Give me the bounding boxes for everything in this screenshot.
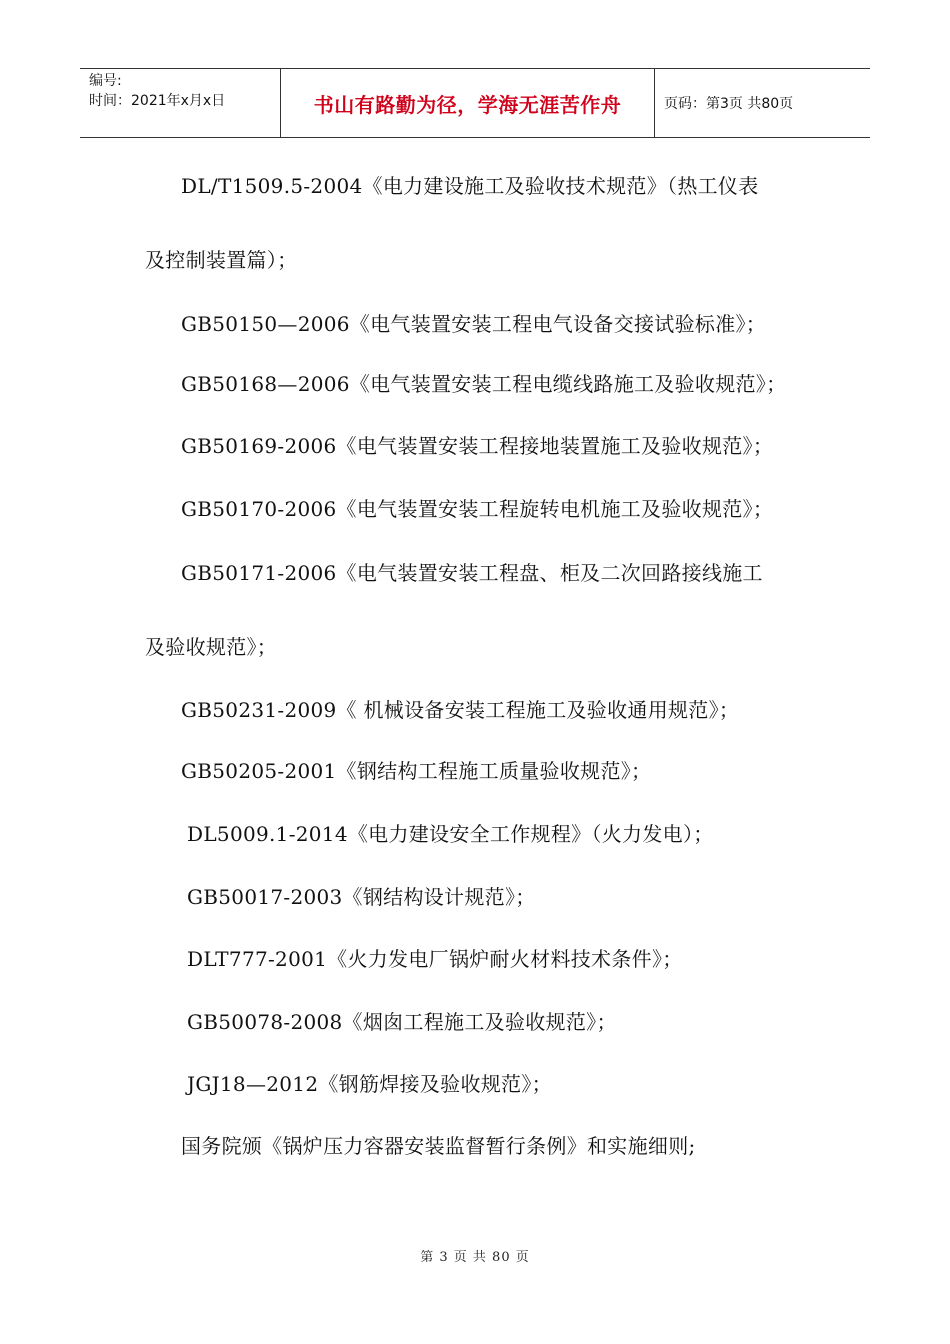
body-line: GB50150—2006《电气装置安装工程电气设备交接试验标准》；: [181, 312, 767, 336]
header-motto: 书山有路勤为径，学海无涯苦作舟: [313, 92, 622, 117]
document-number-label: 编号:: [89, 73, 122, 89]
page-footer: [0, 1246, 950, 1265]
document-date-label: 时间：2021年x月x日: [89, 93, 226, 109]
body-line: GB50231-2009《 机械设备安装工程施工及验收通用规范》；: [181, 698, 740, 722]
header-meta-cell: [80, 69, 281, 137]
body-line: 及控制装置篇）；: [145, 248, 298, 272]
body-line: GB50169-2006《电气装置安装工程接地装置施工及验收规范》；: [181, 434, 774, 458]
body-line: DL5009.1-2014《电力建设安全工作规程》（火力发电）；: [187, 822, 714, 846]
header-motto-cell: [281, 69, 655, 137]
document-header: [80, 68, 870, 138]
header-page-cell: [655, 69, 870, 137]
footer-page-number: 第 3 页 共 80 页: [420, 1250, 530, 1265]
body-line: DL/T1509.5-2004《电力建设施工及验收技术规范》（热工仪表: [181, 174, 759, 198]
body-line: 国务院颁《锅炉压力容器安装监督暂行条例》和实施细则;: [181, 1134, 696, 1158]
body-line: GB50078-2008《烟囱工程施工及验收规范》；: [187, 1010, 617, 1034]
body-line: GB50168—2006《电气装置安装工程电缆线路施工及验收规范》；: [181, 372, 787, 396]
header-page-info: 页码：第3页 共80页: [664, 96, 794, 112]
body-line: GB50170-2006《电气装置安装工程旋转电机施工及验收规范》；: [181, 497, 774, 521]
body-line: DLT777-2001《火力发电厂锅炉耐火材料技术条件》；: [187, 947, 683, 971]
body-line: 及验收规范》；: [145, 635, 278, 659]
body-line: GB50017-2003《钢结构设计规范》；: [187, 885, 536, 909]
body-line: JGJ18—2012《钢筋焊接及验收规范》；: [187, 1072, 552, 1096]
body-line: GB50171-2006《电气装置安装工程盘、柜及二次回路接线施工: [181, 561, 763, 585]
body-line: GB50205-2001《钢结构工程施工质量验收规范》；: [181, 759, 652, 783]
